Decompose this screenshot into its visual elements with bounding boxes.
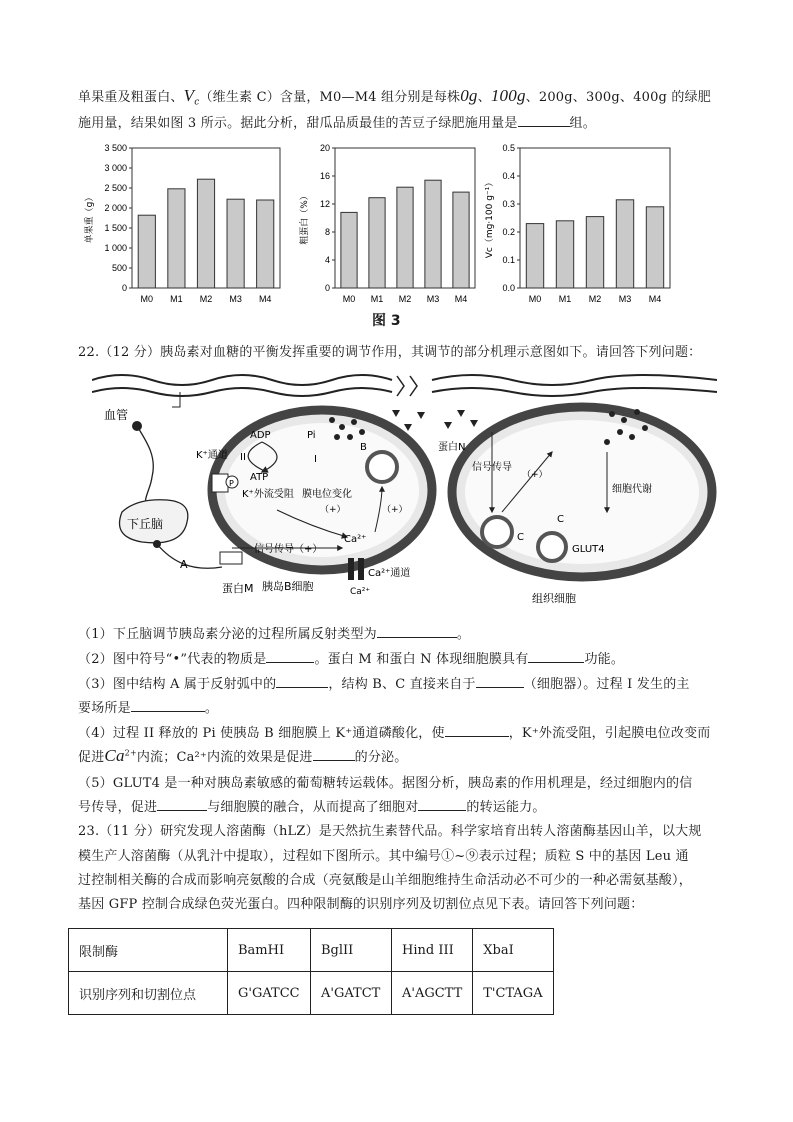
- table-cell: 识别序列和切割位点: [69, 972, 228, 1015]
- neuron-body: [153, 540, 161, 548]
- bar-M1: [168, 189, 185, 288]
- x-tick-label: M2: [398, 294, 412, 304]
- label-P: P: [229, 479, 234, 488]
- q22-text: 号传导，促进: [78, 800, 158, 815]
- q22-text: 。: [456, 627, 471, 642]
- label-II: II: [240, 452, 246, 463]
- bar-M0: [341, 212, 357, 288]
- bar-M2: [197, 179, 214, 288]
- label-ca-inside: Ca²⁺: [344, 534, 367, 545]
- label-plus2: （+）: [382, 505, 408, 515]
- bar-M3: [616, 200, 633, 288]
- q22-text: （细胞器）。过程 I 发生的主: [523, 677, 690, 692]
- chart-crude-protein: [295, 138, 485, 310]
- y-tick-label: 0.2: [502, 227, 515, 237]
- y-tick-label: 12: [319, 199, 330, 209]
- x-tick-label: M3: [618, 294, 632, 304]
- table-header-row: [69, 929, 554, 972]
- q22-text: 功能。: [584, 652, 625, 667]
- label-k-efflux: K⁺外流受阻: [242, 489, 294, 500]
- bar-M0: [138, 215, 155, 288]
- efferent-fiber: [157, 544, 222, 568]
- table-cell: BamHI: [228, 929, 311, 972]
- dose-0g: 0g: [460, 86, 478, 105]
- x-tick-label: M0: [342, 294, 356, 304]
- restriction-enzyme-table: [68, 928, 554, 1015]
- y-axis-label: 粗蛋白（%）: [300, 191, 310, 245]
- bar-M1: [369, 198, 385, 288]
- vessel-wall-bottom-right: [432, 388, 717, 396]
- y-axis-label: Vc（mg·100 g⁻¹）: [485, 177, 495, 259]
- y-axis-label: 单果重（g）: [85, 192, 95, 244]
- q22-text: 内流；Ca²⁺内流的效果是促进: [136, 750, 313, 765]
- label-potential: 膜电位变化: [302, 489, 352, 500]
- q22-p2: [78, 648, 624, 667]
- y-tick-label: 0: [324, 283, 330, 293]
- vesicle-C1: [482, 517, 512, 547]
- answer-blank[interactable]: [266, 650, 314, 663]
- vessel-wall-top: [92, 375, 392, 385]
- label-I: I: [314, 454, 317, 465]
- chart-fruit-weight: [80, 138, 290, 310]
- q22-p4: [78, 722, 710, 741]
- y-tick-label: 2 000: [104, 203, 127, 213]
- answer-blank[interactable]: [131, 699, 205, 712]
- q22-text: （2）图中符号“•”代表的物质是: [78, 652, 267, 667]
- answer-blank[interactable]: [445, 724, 509, 737]
- bar-M3: [425, 180, 441, 288]
- label-A: A: [180, 558, 188, 571]
- y-tick-label: 1 000: [104, 243, 127, 253]
- table-cell: 限制酶: [69, 929, 228, 972]
- bar-M4: [646, 207, 663, 288]
- q23-line1: 23.（11 分）研究发现人溶菌酶（hLZ）是天然抗生素替代品。科学家培育出转人溶菌酶基因山羊，以大规: [78, 824, 702, 839]
- table-cell: A'GATCT: [311, 972, 392, 1015]
- answer-blank[interactable]: [313, 748, 355, 761]
- q22-text: ，K⁺外流受阻，引起膜电位改变而: [508, 726, 711, 741]
- bar-M2: [397, 187, 413, 288]
- label-signal2: 信号传导: [472, 462, 512, 473]
- q21-text: 施用量，结果如图 3 所示。据此分析，甜瓜品质最佳的苦豆子绿肥施用量是: [78, 116, 518, 131]
- table-cell: G'GATCC: [228, 972, 311, 1015]
- answer-blank[interactable]: [518, 114, 570, 127]
- answer-blank[interactable]: [418, 798, 466, 811]
- table-cell: T'CTAGA: [473, 972, 554, 1015]
- q22-text: （4）过程 II 释放的 Pi 使胰岛 B 细胞膜上 K⁺通道磷酸化，使: [78, 726, 445, 741]
- q22-text: ，结构 B、C 直接来自于: [328, 677, 476, 692]
- q22-text: 的转运能力。: [466, 800, 546, 815]
- label-ca-channel: Ca²⁺通道: [368, 568, 411, 579]
- label-glut4: GLUT4: [572, 544, 605, 555]
- label-ca-outside: Ca²⁺: [350, 587, 371, 597]
- x-tick-label: M4: [258, 294, 272, 304]
- q22-p4-cont: [78, 746, 407, 766]
- vc-sub: c: [194, 97, 200, 108]
- ca-symbol: Ca: [104, 746, 125, 765]
- q22-intro: 22.（12 分）胰岛素对血糖的平衡发挥重要的调节作用，其调节的部分机理示意图如下。请回答下列问题：: [78, 345, 702, 360]
- label-C2: C: [557, 514, 564, 525]
- vc-symbol: V: [183, 86, 195, 105]
- y-tick-label: 0.4: [502, 171, 515, 181]
- q22-p5: （5）GLUT4 是一种对胰岛素敏感的葡萄糖转运载体。据图分析，胰岛素的作用机理是，经过细胞内的信: [78, 776, 693, 791]
- bar-M1: [556, 221, 573, 288]
- x-tick-label: M4: [648, 294, 662, 304]
- y-tick-label: 1 500: [104, 223, 127, 233]
- y-tick-label: 2 500: [104, 183, 127, 193]
- vessel-wall-bottom: [92, 388, 392, 396]
- q22-text: 与细胞膜的融合，从而提高了细胞对: [207, 800, 419, 815]
- answer-blank[interactable]: [476, 675, 524, 688]
- y-tick-label: 16: [319, 171, 330, 181]
- label-hypothalamus: 下丘脑: [127, 517, 164, 531]
- y-tick-label: 8: [324, 227, 330, 237]
- label-blood-vessel: 血管: [104, 408, 129, 422]
- q23-line2: 模生产人溶菌酶（从乳汁中提取），过程如下图所示。其中编号①~⑨表示过程；质粒 S 中的基因 Leu 通: [78, 849, 689, 864]
- x-tick-label: M1: [370, 294, 384, 304]
- q21-text: 组。: [569, 116, 596, 131]
- q22-p3: [78, 673, 690, 692]
- table-cell: A'AGCTT: [392, 972, 473, 1015]
- q22-text: 要场所是: [78, 701, 131, 716]
- label-tissue-cell: 组织细胞: [532, 592, 576, 605]
- label-B: B: [360, 442, 367, 453]
- table-cell: Hind III: [392, 929, 473, 972]
- x-tick-label: M3: [229, 294, 242, 304]
- vesicle-B: [367, 452, 397, 482]
- ca-sup: 2+: [124, 748, 137, 758]
- afferent-fiber: [137, 426, 153, 512]
- label-pi: Pi: [307, 430, 316, 441]
- label-beta-cell: 胰岛B细胞: [262, 580, 314, 593]
- chart-vitamin-c: [480, 138, 680, 310]
- table-cell: XbaI: [473, 929, 554, 972]
- q22-text: 。蛋白 M 和蛋白 N 体现细胞膜具有: [314, 652, 529, 667]
- answer-blank[interactable]: [276, 675, 328, 688]
- y-tick-label: 3 000: [104, 163, 127, 173]
- break-mark: [397, 376, 417, 396]
- bar-M2: [586, 217, 603, 288]
- q21-text: 单果重及粗蛋白、: [78, 90, 184, 105]
- vessel-receptor: [172, 392, 180, 407]
- bar-M4: [453, 192, 469, 288]
- label-atp: ATP: [250, 472, 269, 483]
- q21-text: （维生素 C）含量，M0—M4 组分别是每株: [199, 90, 461, 105]
- q23-line4: 基因 GFP 控制合成绿色荧光蛋白。四种限制酶的识别序列及切割位点见下表。请回答下列问题：: [78, 897, 644, 912]
- label-k-channel: K⁺通道: [196, 450, 228, 461]
- q22-p1: [78, 623, 470, 642]
- y-tick-label: 4: [324, 255, 330, 265]
- x-tick-label: M0: [528, 294, 542, 304]
- ca-channel-left: [348, 558, 354, 580]
- figure-caption: 图 3: [372, 313, 401, 329]
- y-tick-label: 0.0: [502, 283, 515, 293]
- answer-blank[interactable]: [157, 798, 207, 811]
- q22-text: 。: [204, 701, 219, 716]
- x-tick-label: M4: [454, 294, 468, 304]
- label-protein-M: 蛋白M: [222, 582, 254, 595]
- y-tick-label: 500: [111, 263, 127, 273]
- dose-100g: 100g: [490, 86, 526, 105]
- x-tick-label: M2: [588, 294, 602, 304]
- insulin-triangles-right: [444, 410, 478, 429]
- q22-p3-cont: [78, 697, 218, 716]
- label-metabolism: 细胞代谢: [612, 484, 652, 495]
- q22-p5-cont: [78, 796, 546, 815]
- q22-text: 的分泌。: [354, 750, 408, 765]
- y-tick-label: 0: [121, 283, 127, 293]
- q21-line1: [78, 86, 711, 108]
- bar-M3: [227, 199, 244, 288]
- q22-text: （1）下丘脑调节胰岛素分泌的过程所属反射类型为: [78, 627, 377, 642]
- q23-line3: 过控制相关酶的合成而影响亮氨酸的合成（亮氨酸是山羊细胞维持生命活动必不可少的一种必需氨基酸），: [78, 873, 692, 888]
- bar-M4: [257, 200, 274, 288]
- x-tick-label: M1: [558, 294, 572, 304]
- y-tick-label: 0.1: [502, 255, 515, 265]
- answer-blank[interactable]: [377, 625, 457, 638]
- y-tick-label: 3 500: [104, 143, 127, 153]
- x-tick-label: M3: [426, 294, 440, 304]
- label-plus3: （+）: [522, 470, 548, 480]
- q22-text: （3）图中结构 A 属于反射弧中的: [78, 677, 277, 692]
- vesicle-C2: [538, 533, 566, 561]
- table-cell: BglII: [311, 929, 392, 972]
- q21-line2: [78, 112, 596, 131]
- ca-channel-right: [358, 558, 364, 580]
- table-row: [69, 972, 554, 1015]
- label-plus1: （+）: [320, 505, 346, 515]
- x-tick-label: M2: [199, 294, 213, 304]
- separator: 、: [477, 90, 491, 105]
- y-tick-label: 0.3: [502, 199, 515, 209]
- y-tick-label: 0.5: [502, 143, 515, 153]
- label-protein-N: 蛋白N: [438, 442, 466, 453]
- label-adp: ADP: [250, 430, 271, 441]
- label-signal: 信号传导（+）: [254, 544, 323, 555]
- x-tick-label: M1: [170, 294, 183, 304]
- synapse: [220, 552, 242, 564]
- q21-text: 、200g、300g、400g 的绿肥: [525, 90, 711, 105]
- answer-blank[interactable]: [528, 650, 584, 663]
- label-C1: C: [517, 532, 524, 543]
- q22-text: 促进: [78, 750, 105, 765]
- y-tick-label: 20: [319, 143, 330, 153]
- bar-M0: [526, 224, 543, 288]
- x-tick-label: M0: [140, 294, 154, 304]
- insulin-mechanism-diagram: [92, 362, 717, 617]
- vessel-wall-top-right: [432, 375, 717, 385]
